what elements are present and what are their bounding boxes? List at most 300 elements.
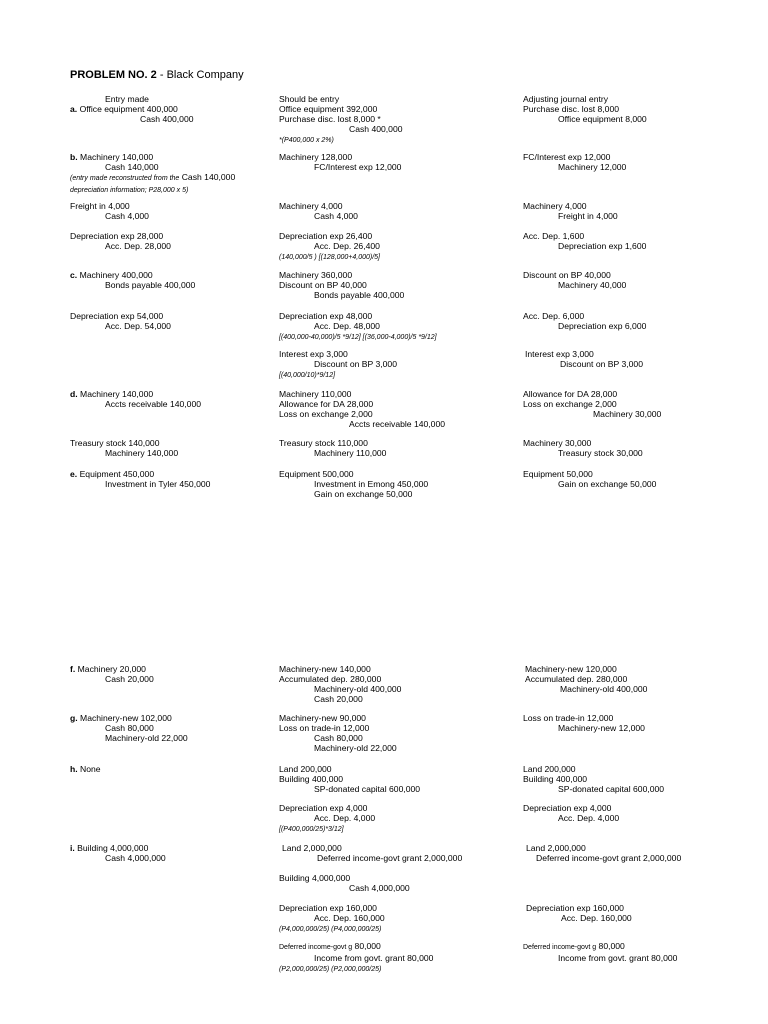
entry-line: [279, 231, 380, 241]
line-text: Land 2,000,000: [282, 843, 342, 853]
entry-line: [279, 162, 401, 172]
line-text: [(P400,000/25)*3/12]: [279, 826, 344, 833]
entry-line: [279, 280, 404, 290]
line-text: Depreciation exp 48,000: [279, 311, 373, 321]
line-text: Office equipment 392,000: [279, 104, 378, 114]
entry-line: [525, 674, 647, 684]
item-letter: e.: [70, 469, 80, 479]
item-letter: f.: [70, 664, 78, 674]
entry-line: [523, 201, 618, 211]
line-text: Adjusting journal entry: [523, 94, 609, 104]
entry-line: [279, 448, 386, 458]
line-text: Allowance for DA 28,000: [523, 389, 618, 399]
entry-line: [279, 743, 397, 753]
entry-line: [279, 784, 420, 794]
entry-line: [279, 211, 358, 221]
line-amount: 80,000: [596, 941, 625, 951]
journal-entry-block: [279, 941, 433, 975]
entry-line: [523, 723, 645, 733]
line-text: Depreciation exp 4,000: [523, 803, 612, 813]
journal-entry-block: [70, 389, 201, 409]
line-text: Should be entry: [279, 94, 340, 104]
line-text: Land 2,000,000: [526, 843, 586, 853]
item-letter: c.: [70, 270, 80, 280]
journal-entry-block: [523, 389, 661, 419]
entry-line: [279, 664, 401, 674]
line-text: Machinery 30,000: [593, 409, 662, 419]
entry-line: [279, 883, 410, 893]
line-text: Cash 400,000: [140, 114, 194, 124]
entry-line: [523, 813, 619, 823]
line-text: Gain on exchange 50,000: [558, 479, 657, 489]
entry-line: [70, 674, 154, 684]
line-text: Freight in 4,000: [558, 211, 618, 221]
entry-line: [523, 438, 643, 448]
entry-line: [523, 241, 646, 251]
entry-line: [279, 713, 397, 723]
journal-entry-block: [279, 664, 401, 704]
entry-line: [523, 941, 677, 953]
journal-entry-block: [279, 231, 380, 263]
line-text: Depreciation exp 28,000: [70, 231, 164, 241]
journal-entry-block: [279, 349, 397, 381]
line-text: Treasury stock 110,000: [279, 438, 368, 448]
line-text: Acc. Dep. 6,000: [523, 311, 585, 321]
entry-line: [70, 104, 194, 114]
page-title: [70, 69, 244, 81]
line-text: Entry made: [105, 94, 149, 104]
journal-entry-block: [279, 270, 404, 300]
journal-entry-block: [523, 311, 646, 331]
journal-entry-block: [525, 664, 647, 694]
line-text: Deferred income-govt grant 2,000,000: [536, 853, 682, 863]
entry-line: [279, 399, 445, 409]
entry-line: [279, 114, 403, 124]
line-text: SP-donated capital 600,000: [314, 784, 421, 794]
line-text: Machinery 140,000: [105, 448, 179, 458]
entry-line: [279, 913, 385, 923]
item-letter: g.: [70, 713, 81, 723]
computation-note: [279, 923, 385, 935]
line-text: Cash 20,000: [314, 694, 363, 704]
line-text: (entry made reconstructed from the: [70, 175, 180, 182]
item-letter: d.: [70, 389, 81, 399]
line-text: Cash 4,000,000: [105, 853, 166, 863]
entry-line: [279, 813, 375, 823]
line-text: Loss on trade-in 12,000: [523, 713, 614, 723]
entry-line: [279, 723, 397, 733]
line-text: None: [80, 764, 101, 774]
line-text: Deferred income-govt g: [523, 944, 597, 951]
entry-line: [279, 419, 445, 429]
journal-entry-block: [523, 803, 619, 823]
line-text: Machinery 30,000: [523, 438, 592, 448]
entry-line: [523, 784, 664, 794]
line-text: Machinery 400,000: [79, 270, 153, 280]
line-text: Machinery-old 22,000: [105, 733, 188, 743]
entry-line: [70, 389, 201, 399]
line-text: FC/Interest exp 12,000: [523, 152, 611, 162]
entry-line: [523, 321, 646, 331]
entry-line: [279, 389, 445, 399]
line-text: Gain on exchange 50,000: [314, 489, 413, 499]
line-text: Treasury stock 140,000: [70, 438, 160, 448]
line-text: Machinery 110,000: [279, 389, 352, 399]
entry-line: [279, 803, 375, 813]
line-text: Machinery-old 22,000: [314, 743, 397, 753]
line-text: Machinery-new 140,000: [279, 664, 371, 674]
entry-line: [523, 211, 618, 221]
line-text: Building 4,000,000: [279, 873, 351, 883]
journal-entry-block: [70, 713, 188, 743]
entry-line: [70, 764, 101, 774]
entry-line: [526, 913, 632, 923]
entry-line: [279, 489, 428, 499]
entry-line: [523, 469, 656, 479]
line-text: Depreciation exp 160,000: [279, 903, 377, 913]
entry-line: [523, 448, 643, 458]
entry-line: [282, 853, 462, 863]
line-text: Machinery-old 400,000: [314, 684, 402, 694]
entry-line: [279, 270, 404, 280]
journal-entry-block: [70, 469, 210, 489]
journal-entry-block: [279, 469, 428, 499]
entry-line: [525, 664, 647, 674]
item-letter: b.: [70, 152, 81, 162]
entry-line: [523, 409, 661, 419]
line-text: Cash 4,000: [105, 211, 149, 221]
line-text: Cash 400,000: [349, 124, 403, 134]
line-text: Equipment 450,000: [79, 469, 155, 479]
line-text: Machinery-new 120,000: [525, 664, 617, 674]
entry-line: [70, 270, 195, 280]
company-name: - Black Company: [156, 69, 244, 81]
entry-line: [70, 94, 194, 104]
entry-line: [279, 321, 437, 331]
line-text: [(400,000-40,000)/5 *9/12] [(36,000-4,000)/5 *9/12]: [279, 334, 437, 341]
entry-line: [70, 853, 166, 863]
entry-line: [70, 664, 154, 674]
line-text: Equipment 500,000: [279, 469, 354, 479]
entry-line: [279, 409, 445, 419]
entry-line: [523, 953, 677, 963]
problem-number: PROBLEM NO. 2: [70, 69, 157, 81]
computation-note: [279, 134, 403, 146]
line-text: Acc. Dep. 1,600: [523, 231, 585, 241]
journal-entry-block: [70, 201, 149, 221]
line-amount: 80,000: [352, 941, 381, 951]
line-text: SP-donated capital 600,000: [558, 784, 665, 794]
entry-line: [279, 684, 401, 694]
journal-entry-block: [279, 311, 437, 343]
entry-line: [70, 311, 171, 321]
entry-line: [523, 94, 647, 104]
entry-line: [523, 803, 619, 813]
line-text: Machinery 40,000: [558, 280, 627, 290]
entry-line: [279, 359, 397, 369]
entry-line: [279, 941, 433, 953]
computation-note: [279, 331, 437, 343]
journal-entry-block: [282, 843, 462, 863]
line-text: Land 200,000: [279, 764, 332, 774]
line-text: (140,000/5 ) [(128,000+4,000)/5]: [279, 254, 380, 261]
entry-line: [70, 438, 178, 448]
item-letter: a.: [70, 104, 80, 114]
line-text: Land 200,000: [523, 764, 576, 774]
entry-line: [526, 853, 681, 863]
line-text: Depreciation exp 4,000: [279, 803, 368, 813]
entry-line: [279, 774, 420, 784]
line-text: Acc. Dep. 26,400: [314, 241, 380, 251]
line-text: Equipment 50,000: [523, 469, 593, 479]
entry-line: [70, 231, 171, 241]
journal-entry-block: [70, 664, 154, 684]
computation-note: [279, 963, 433, 975]
line-text: depreciation information; P28,000 x 5): [70, 187, 189, 194]
entry-line: [523, 114, 647, 124]
line-text: Interest exp 3,000: [279, 349, 348, 359]
entry-line: [282, 843, 462, 853]
entry-line: [279, 764, 420, 774]
line-text: Cash 80,000: [314, 733, 363, 743]
line-text: Bonds payable 400,000: [105, 280, 196, 290]
entry-line: [279, 438, 386, 448]
line-text: Machinery 110,000: [314, 448, 387, 458]
computation-note: [279, 369, 397, 381]
entry-line: [279, 152, 401, 162]
line-text: Treasury stock 30,000: [558, 448, 643, 458]
journal-entry-block: [526, 843, 681, 863]
line-text: Purchase disc. lost 8,000 *: [279, 114, 381, 124]
entry-line: [70, 843, 166, 853]
line-text: Machinery 20,000: [77, 664, 146, 674]
entry-line: [523, 231, 646, 241]
line-text: Machinery-new 102,000: [80, 713, 172, 723]
line-text: Accts receivable 140,000: [105, 399, 202, 409]
line-text: Office equipment 8,000: [558, 114, 647, 124]
journal-entry-block: [523, 764, 664, 794]
line-text: Acc. Dep. 4,000: [314, 813, 376, 823]
entry-line: [70, 469, 210, 479]
journal-entry-block: [279, 764, 420, 794]
entry-line: [279, 733, 397, 743]
line-text: FC/Interest exp 12,000: [314, 162, 402, 172]
entry-line: [70, 733, 188, 743]
journal-entry-block: [279, 873, 410, 893]
entry-line: [70, 162, 235, 172]
line-text: Machinery 4,000: [279, 201, 343, 211]
journal-entry-block: [279, 713, 397, 753]
entry-line: [279, 104, 403, 114]
line-text: Discount on BP 3,000: [314, 359, 397, 369]
journal-entry-block: [70, 311, 171, 331]
entry-line: [525, 684, 647, 694]
line-text: Deferred income-govt g: [279, 944, 353, 951]
entry-line: [70, 723, 188, 733]
line-text: Machinery 140,000: [80, 389, 154, 399]
line-amount: Cash 140,000: [179, 172, 236, 182]
entry-line: [523, 152, 626, 162]
line-text: Cash 4,000,000: [349, 883, 410, 893]
line-text: Loss on exchange 2,000: [279, 409, 373, 419]
line-text: Building 400,000: [523, 774, 588, 784]
line-text: Accumulated dep. 280,000: [525, 674, 628, 684]
entry-line: [279, 124, 403, 134]
entry-line: [523, 270, 626, 280]
line-text: Cash 20,000: [105, 674, 154, 684]
entry-line: [70, 399, 201, 409]
entry-line: [279, 873, 410, 883]
journal-entry-block: [70, 94, 194, 124]
entry-line: [279, 349, 397, 359]
entry-line: [523, 162, 626, 172]
entry-line: [279, 953, 433, 963]
line-text: Freight in 4,000: [70, 201, 130, 211]
entry-line: [70, 152, 235, 162]
line-text: Depreciation exp 6,000: [558, 321, 647, 331]
entry-line: [279, 903, 385, 913]
line-text: Accumulated dep. 280,000: [279, 674, 382, 684]
entry-line: [523, 389, 661, 399]
journal-entry-block: [279, 389, 445, 429]
journal-entry-block: [70, 270, 195, 290]
item-letter: i.: [70, 843, 78, 853]
entry-line: [523, 280, 626, 290]
line-text: Cash 4,000: [314, 211, 358, 221]
journal-entry-block: [70, 231, 171, 251]
entry-line: [279, 311, 437, 321]
line-text: Investment in Tyler 450,000: [105, 479, 211, 489]
entry-line: [279, 674, 401, 684]
journal-entry-block: [279, 152, 401, 172]
entry-line: [525, 349, 643, 359]
line-text: Accts receivable 140,000: [349, 419, 446, 429]
journal-entry-block: [279, 438, 386, 458]
journal-entry-block: [523, 94, 647, 124]
line-text: (P4,000,000/25) (P4,000,000/25): [279, 926, 382, 933]
journal-entry-block: [70, 764, 101, 774]
entry-line: [525, 359, 643, 369]
line-text: *(P400,000 x 2%): [279, 137, 334, 144]
line-text: Machinery 128,000: [279, 152, 353, 162]
line-text: Bonds payable 400,000: [314, 290, 405, 300]
line-text: Interest exp 3,000: [525, 349, 594, 359]
entry-line: [70, 114, 194, 124]
computation-note: [279, 823, 375, 835]
line-text: Office equipment 400,000: [79, 104, 178, 114]
entry-line: [526, 903, 632, 913]
line-text: Machinery 4,000: [523, 201, 587, 211]
line-text: Building 4,000,000: [77, 843, 149, 853]
line-text: Depreciation exp 54,000: [70, 311, 164, 321]
entry-line: [70, 321, 171, 331]
journal-entry-block: [523, 201, 618, 221]
line-text: Acc. Dep. 160,000: [314, 913, 385, 923]
journal-entry-block: [525, 349, 643, 369]
line-text: Acc. Dep. 28,000: [105, 241, 171, 251]
entry-line: [279, 241, 380, 251]
entry-line: [279, 94, 403, 104]
entry-line: [523, 479, 656, 489]
entry-line: [70, 713, 188, 723]
line-text: Machinery 360,000: [279, 270, 353, 280]
entry-line: [523, 764, 664, 774]
entry-line: [279, 694, 401, 704]
journal-entry-block: [523, 713, 645, 733]
entry-line: [523, 104, 647, 114]
line-text: Loss on trade-in 12,000: [279, 723, 370, 733]
line-text: Deferred income-govt grant 2,000,000: [317, 853, 463, 863]
journal-entry-block: [523, 438, 643, 458]
journal-entry-block: [70, 438, 178, 458]
journal-entry-block: [523, 152, 626, 172]
entry-line: [70, 479, 210, 489]
entry-line: [526, 843, 681, 853]
journal-entry-block: [279, 803, 375, 835]
journal-entry-block: [70, 152, 235, 196]
line-text: Machinery 12,000: [558, 162, 627, 172]
entry-line: [279, 479, 428, 489]
line-text: Income from govt. grant 80,000: [314, 953, 434, 963]
line-text: Cash 140,000: [105, 162, 159, 172]
line-text: Building 400,000: [279, 774, 344, 784]
journal-entry-block: [526, 903, 632, 923]
line-text: Purchase disc. lost 8,000: [523, 104, 620, 114]
line-text: Acc. Dep. 160,000: [561, 913, 632, 923]
journal-entry-block: [279, 903, 385, 935]
line-text: Investment in Emong 450,000: [314, 479, 429, 489]
journal-entry-block: [279, 94, 403, 146]
entry-line: [523, 774, 664, 784]
entry-line: [523, 311, 646, 321]
line-text: Acc. Dep. 48,000: [314, 321, 380, 331]
line-text: Machinery-new 12,000: [558, 723, 645, 733]
line-text: [(40,000/10)*9/12]: [279, 372, 336, 379]
line-text: Machinery-old 400,000: [560, 684, 648, 694]
entry-line: [70, 280, 195, 290]
line-text: Depreciation exp 26,400: [279, 231, 373, 241]
entry-line: [523, 713, 645, 723]
line-text: Machinery-new 90,000: [279, 713, 366, 723]
computation-note: [70, 184, 235, 196]
line-text: Acc. Dep. 54,000: [105, 321, 171, 331]
entry-line: [523, 399, 661, 409]
journal-entry-block: [523, 941, 677, 963]
journal-entry-block: [523, 469, 656, 489]
entry-line: [279, 469, 428, 479]
line-text: Depreciation exp 1,600: [558, 241, 647, 251]
line-text: Machinery 140,000: [80, 152, 154, 162]
line-text: (P2,000,000/25) (P2,000,000/25): [279, 966, 382, 973]
computation-note: [279, 251, 380, 263]
entry-line: [70, 211, 149, 221]
line-text: Income from govt. grant 80,000: [558, 953, 678, 963]
computation-note: [70, 172, 235, 184]
journal-entry-block: [523, 270, 626, 290]
line-text: Loss on exchange 2,000: [523, 399, 617, 409]
line-text: Depreciation exp 160,000: [526, 903, 624, 913]
line-text: Acc. Dep. 4,000: [558, 813, 620, 823]
entry-line: [70, 241, 171, 251]
line-text: Discount on BP 40,000: [279, 280, 367, 290]
entry-line: [279, 201, 358, 211]
entry-line: [70, 201, 149, 211]
entry-line: [70, 448, 178, 458]
journal-entry-block: [70, 843, 166, 863]
entry-line: [279, 290, 404, 300]
item-letter: h.: [70, 764, 81, 774]
line-text: Discount on BP 3,000: [560, 359, 643, 369]
